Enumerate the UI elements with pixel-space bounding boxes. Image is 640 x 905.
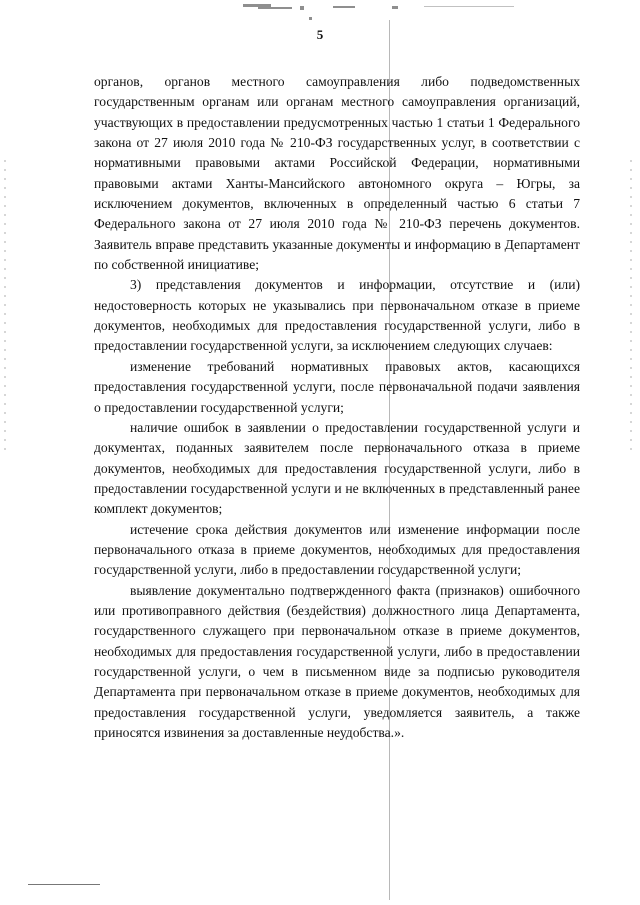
scan-artifacts-top [0, 0, 640, 20]
paragraph: органов, органов местного самоуправления либо подведомственных государственным органам или органам местного самоуправления организаций, участвующих в предоставлении предусмотренных частью 1 статьи 1 Федерального закона от 27 июля 2010 года № 210-ФЗ государственных услуг, в соответствии с нормативными правовыми актами Российской Федерации, нормативными правовыми актами Ханты-Мансийского автономного округа – Югры, за исключением документов, включенных в определенный частью 6 статьи 7 Федерального закона от 27 июля 2010 года № 210-ФЗ перечень документов. Заявитель вправе представить указанные документы и информацию в Департамент по собственной инициативе; [94, 74, 580, 273]
paragraph: 3) представления документов и информации, отсутствие и (или) недостоверность которых не указывались при первоначальном отказе в приеме документов, необходимых для предоставления государственной услуги, либо в предоставлении государственной услуги, за исключением следующих случаев: [94, 277, 580, 354]
document-body [94, 72, 580, 743]
page-number: 5 [316, 27, 324, 42]
scan-edge-marks-left [4, 160, 6, 450]
paragraph: истечение срока действия документов или изменение информации после первоначального отказа в приеме документов, необходимых для предоставления государственной услуги, либо в предоставлении государственной услуги; [94, 521, 580, 578]
paragraph: изменение требований нормативных правовых актов, касающихся предоставления государственной услуги, после первоначальной подачи заявления о предоставлении государственной услуги; [94, 358, 580, 415]
footer-rule [28, 884, 100, 885]
paragraph: выявление документально подтвержденного факта (признаков) ошибочного или противоправного действия (бездействия) должностного лица Департамента, государственного служащего при первоначальном отказе в приеме документов, необходимых для предоставления государственной услуги, либо в предоставлении государственной услуги, о чем в письменном виде за подписью руководителя Департамента при первоначальном отказе в приеме документов, необходимых для предоставления государственной услуги, уведомляется заявитель, а также приносятся извинения за доставленные неудобства.». [94, 582, 580, 740]
paragraph: наличие ошибок в заявлении о предоставлении государственной услуги и документах, поданных заявителем после первоначального отказа в приеме документов, необходимых для предоставления государственной услуги, либо в предоставлении государственной услуги и не включенных в представленный ранее комплект документов; [94, 419, 580, 517]
scan-edge-marks-right [630, 160, 632, 450]
